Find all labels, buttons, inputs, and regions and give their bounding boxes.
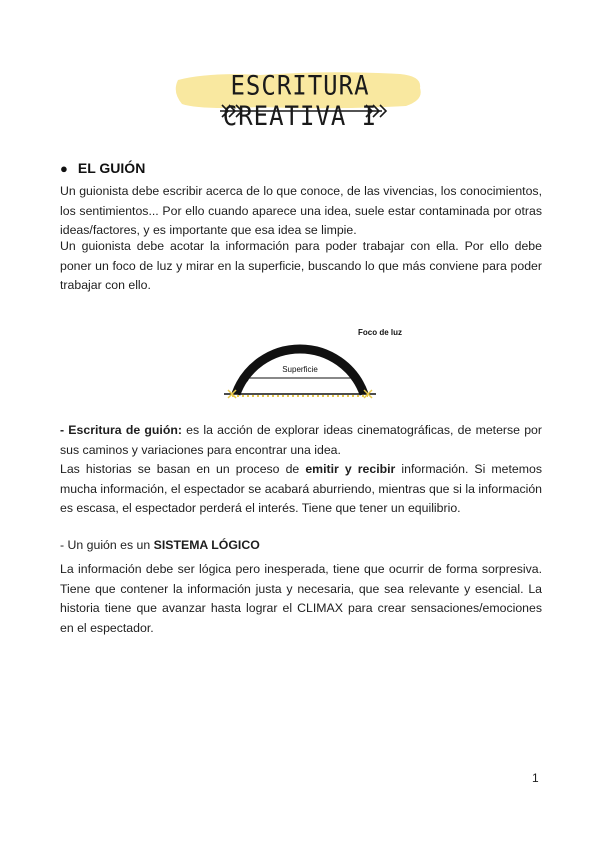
page-number: 1 <box>532 771 539 785</box>
paragraph: La información debe ser lógica pero inesperada, tiene que ocurrir de forma sorpresiva. Tiene que contener la información justa y necesaria, que sea relevante y esencial. La historia tiene que avanzar hasta lograr el CLIMAX para crear sensaciones/emociones en el espectador. <box>60 562 542 635</box>
paragraph <box>60 460 542 519</box>
emphasis-text: SISTEMA LÓGICO <box>153 538 260 552</box>
heading-text: EL GUIÓN <box>77 160 146 176</box>
superficie-label: Superficie <box>282 365 318 374</box>
definition-term: - Escritura de guión: <box>60 423 182 437</box>
paragraph: Un guionista debe escribir acerca de lo que conoce, de las vivencias, los conocimientos, los sentimientos... Por ello cuando aparece una idea, suele estar contaminada por otras ideas/factores, y es importante que esa idea se limpie. <box>60 184 542 237</box>
text-run: información. Si metemos mucha información, el espectador se acabará aburriendo, mientras que si la información es escasa, el espectador perderá el interés. Tiene que tener un equilibrio. <box>60 462 542 515</box>
spotlight-diagram <box>218 310 418 405</box>
emphasis-text: emitir y recibir <box>305 462 396 476</box>
text-run: Las historias se basan en un proceso de <box>60 462 306 476</box>
double-arrow-icon <box>243 375 358 381</box>
definition-paragraph <box>60 421 542 460</box>
page-title: ESCRITURA CREATIVA I <box>222 70 378 132</box>
text-run: - Un guión es un <box>60 538 154 552</box>
subheading-paragraph <box>60 536 542 556</box>
arch-diagram-graphic <box>218 310 418 405</box>
definition-text: es la acción de explorar ideas cinematográficas, de meterse por sus caminos y variaciones para encontrar una idea. <box>60 423 542 457</box>
page-title-banner <box>170 64 430 132</box>
bullet-icon: ● <box>60 161 68 176</box>
paragraph: Un guionista debe acotar la información para poder trabajar con ella. Por ello debe poner un foco de luz y mirar en la superficie, buscando lo que más conviene para poder trabajar con ello. <box>60 239 542 292</box>
foco-de-luz-label: Foco de luz <box>358 328 402 337</box>
section-heading <box>60 160 145 176</box>
